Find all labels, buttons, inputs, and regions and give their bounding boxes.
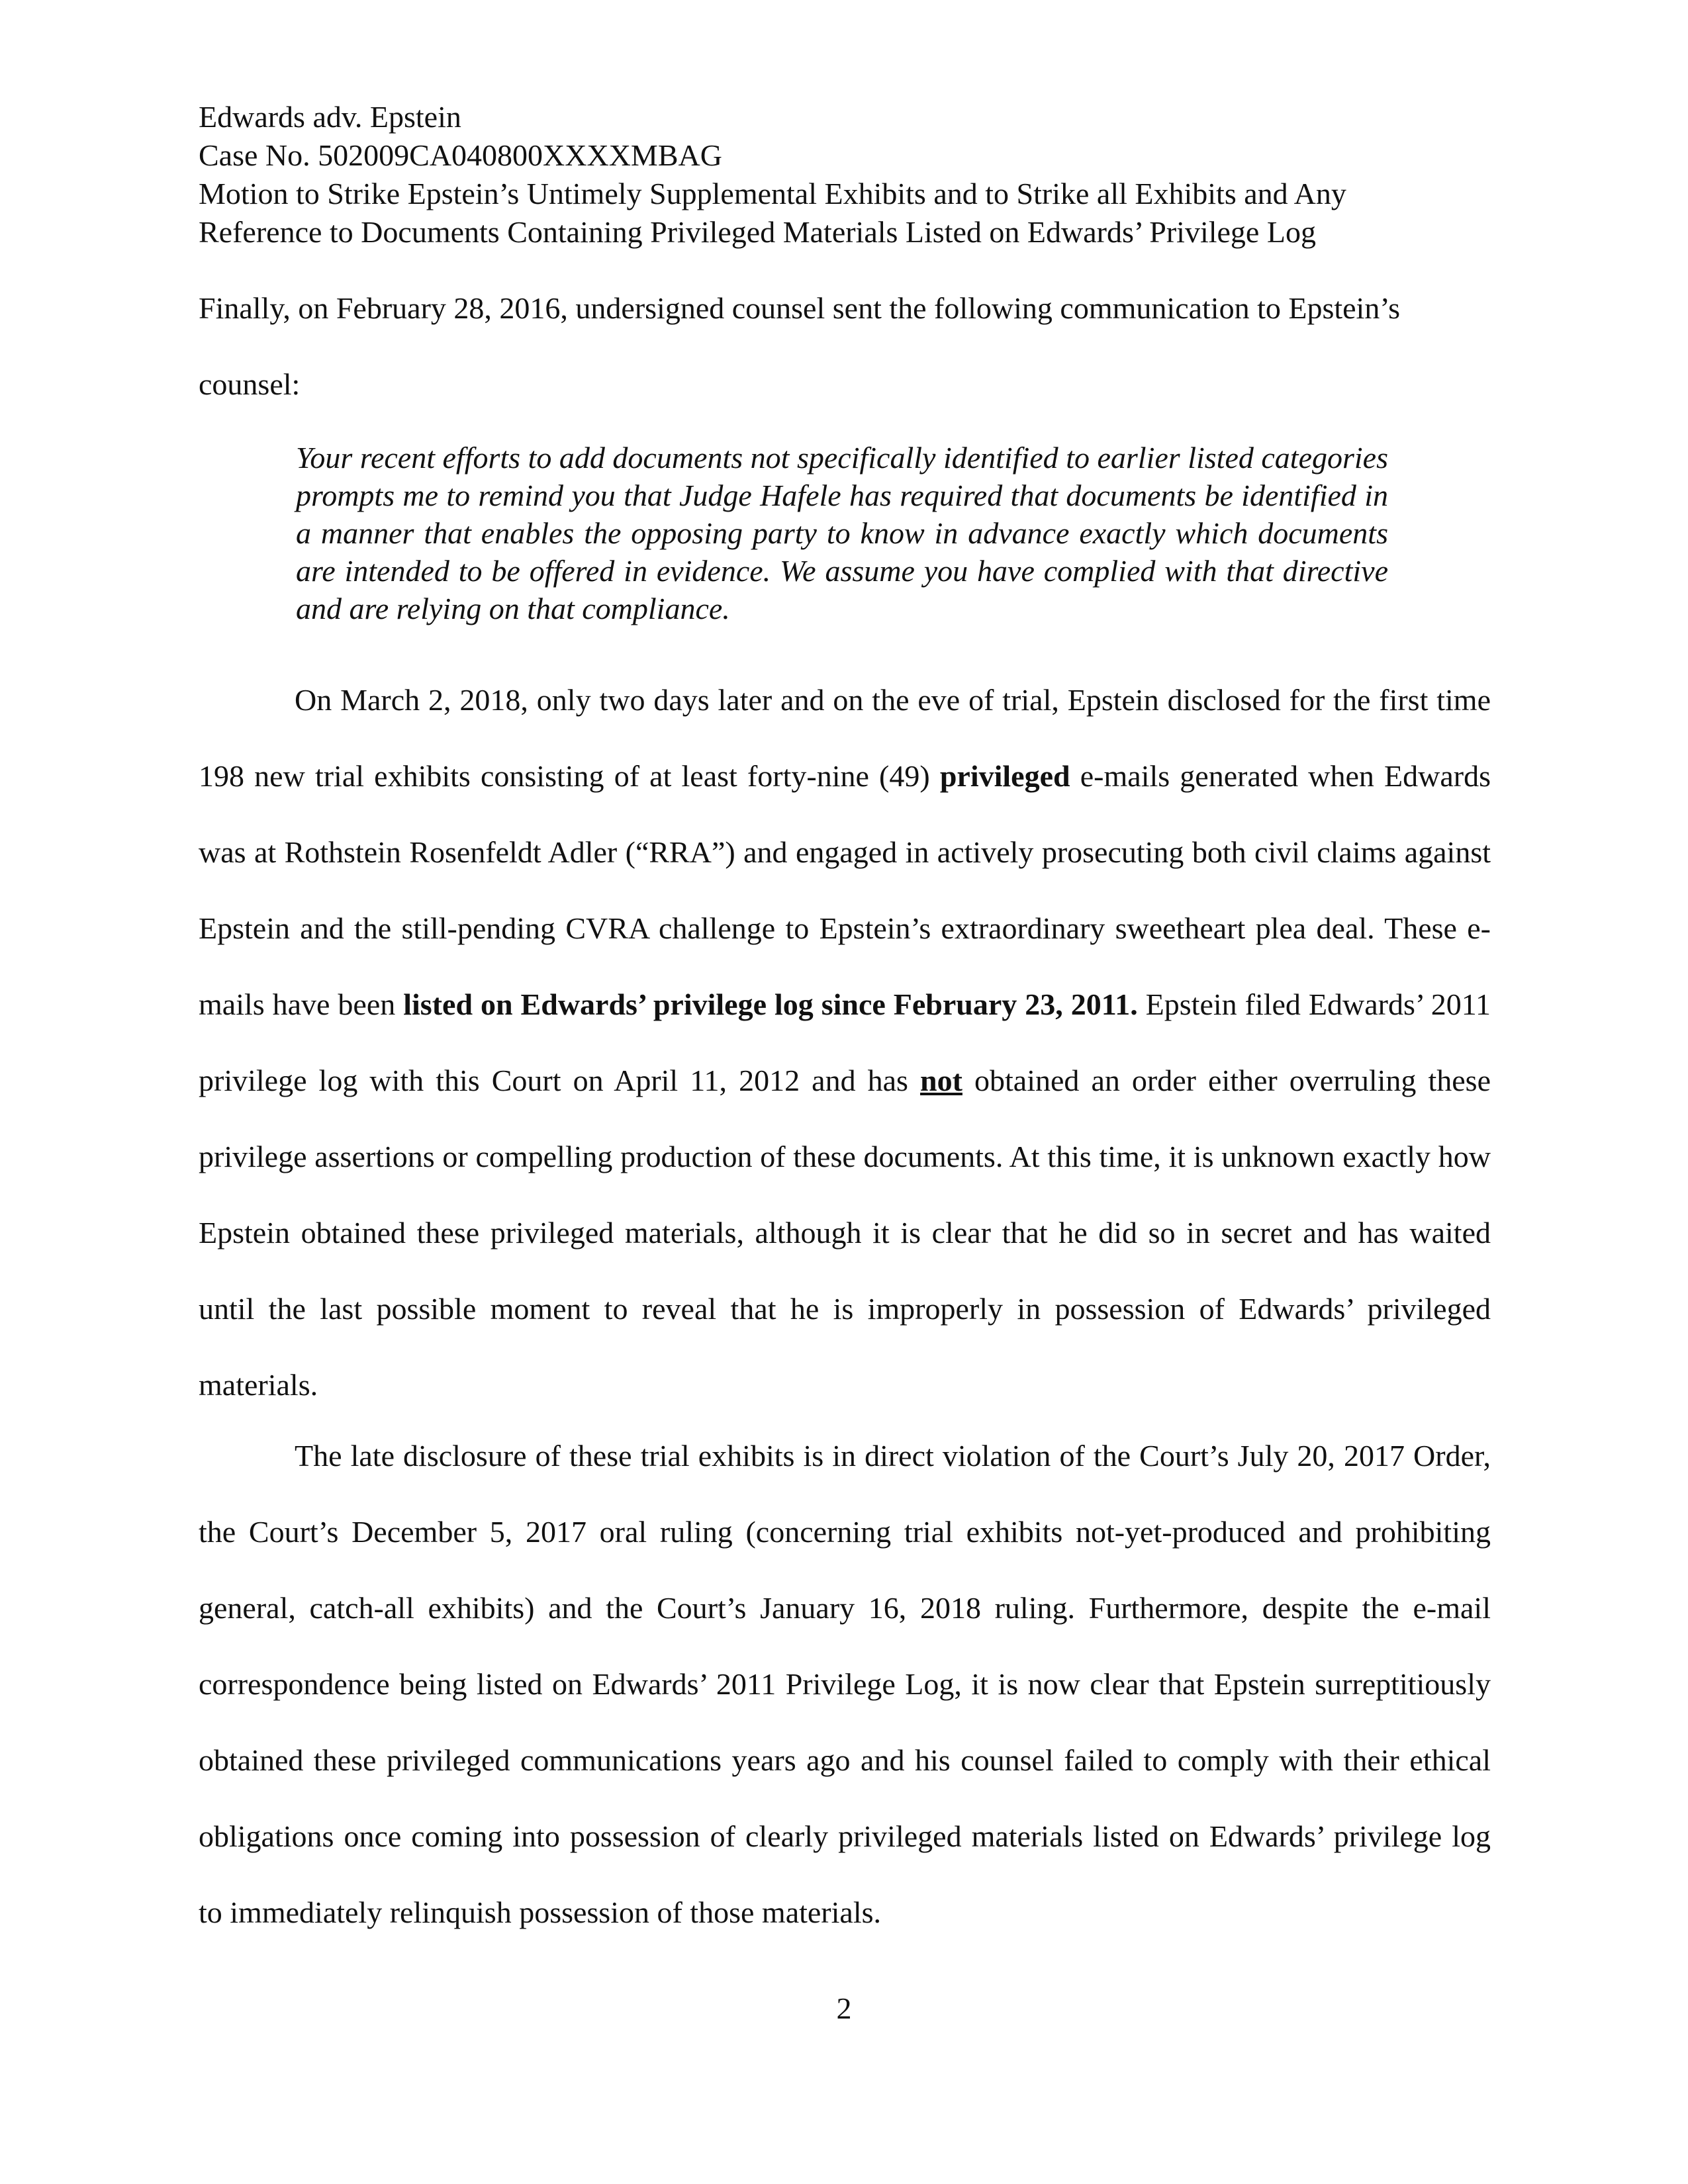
paragraph-late-disclosure [199, 1418, 1491, 1950]
header-case-title: Edwards adv. Epstein [199, 100, 461, 134]
header-motion-title-line1: Motion to Strike Epstein’s Untimely Supplemental Exhibits and to Strike all Exhibits and Any [199, 177, 1346, 210]
intro-paragraph: Finally, on February 28, 2016, undersigned counsel sent the following communication to Epstein’s counsel: [199, 291, 1401, 401]
paragraph-text: Epstein filed Edwards’ 2011 privilege log with this Court on April 11, 2012 and has [199, 987, 1491, 1097]
paragraph-text: obtained an order either overruling these privilege assertions or compelling production of these documents. At this time, it is unknown exactly how Epstein obtained these privileged materials, although it is clear that he did so in secret and has waited until the last possible moment to reveal that he is improperly in possession of Edwards’ privileged materials. [199, 1064, 1491, 1402]
header-case-number: Case No. 502009CA040800XXXXMBAG [199, 138, 722, 172]
bold-privileged: privileged [939, 759, 1070, 793]
case-header [199, 98, 1489, 251]
page-number: 2 [836, 1991, 852, 2025]
bold-privilege-log-date: listed on Edwards’ privilege log since February 23, 2011. [403, 987, 1138, 1021]
paragraph-text: e-mails generated when Edwards was at Rothstein Rosenfeldt Adler (“RRA”) and engaged in actively prosecuting both civil claims against Epstein and the still-pending CVRA challenge to Epstein’s extraordinary sweetheart plea deal. These e-mails have been [199, 759, 1491, 1021]
block-quote: Your recent efforts to add documents not specifically identified to earlier listed categories prompts me to remind you that Judge Hafele has required that documents be identified in a manner that enables the opposing party to know in advance exactly which documents are intended to be offered in evidence. We assume you have complied with that directive and are relying on that compliance. [296, 441, 1388, 625]
paragraph-disclosure [199, 662, 1491, 1423]
paragraph-text: The late disclosure of these trial exhibits is in direct violation of the Court’s July 20, 2017 Order, the Court’s December 5, 2017 oral ruling (concerning trial exhibits not-yet-produced and prohibiting general, catch-all exhibits) and the Court’s January 16, 2018 ruling. Furthermore, despite the e-mail correspondence being listed on Edwards’ 2011 Privilege Log, it is now clear that Epstein surreptitiously obtained these privileged communications years ago and his counsel failed to comply with their ethical obligations once coming into possession of clearly privileged materials listed on Edwards’ privilege log to immediately relinquish possession of those materials. [199, 1439, 1491, 1929]
bold-underlined-not: not [920, 1064, 962, 1097]
paragraph-text: On March 2, 2018, only two days later and on the eve of trial, Epstein disclosed for the first time 198 new trial exhibits consisting of at least forty-nine (49) [199, 683, 1491, 793]
header-motion-title-line2: Reference to Documents Containing Privileged Materials Listed on Edwards’ Privilege Log [199, 215, 1316, 249]
